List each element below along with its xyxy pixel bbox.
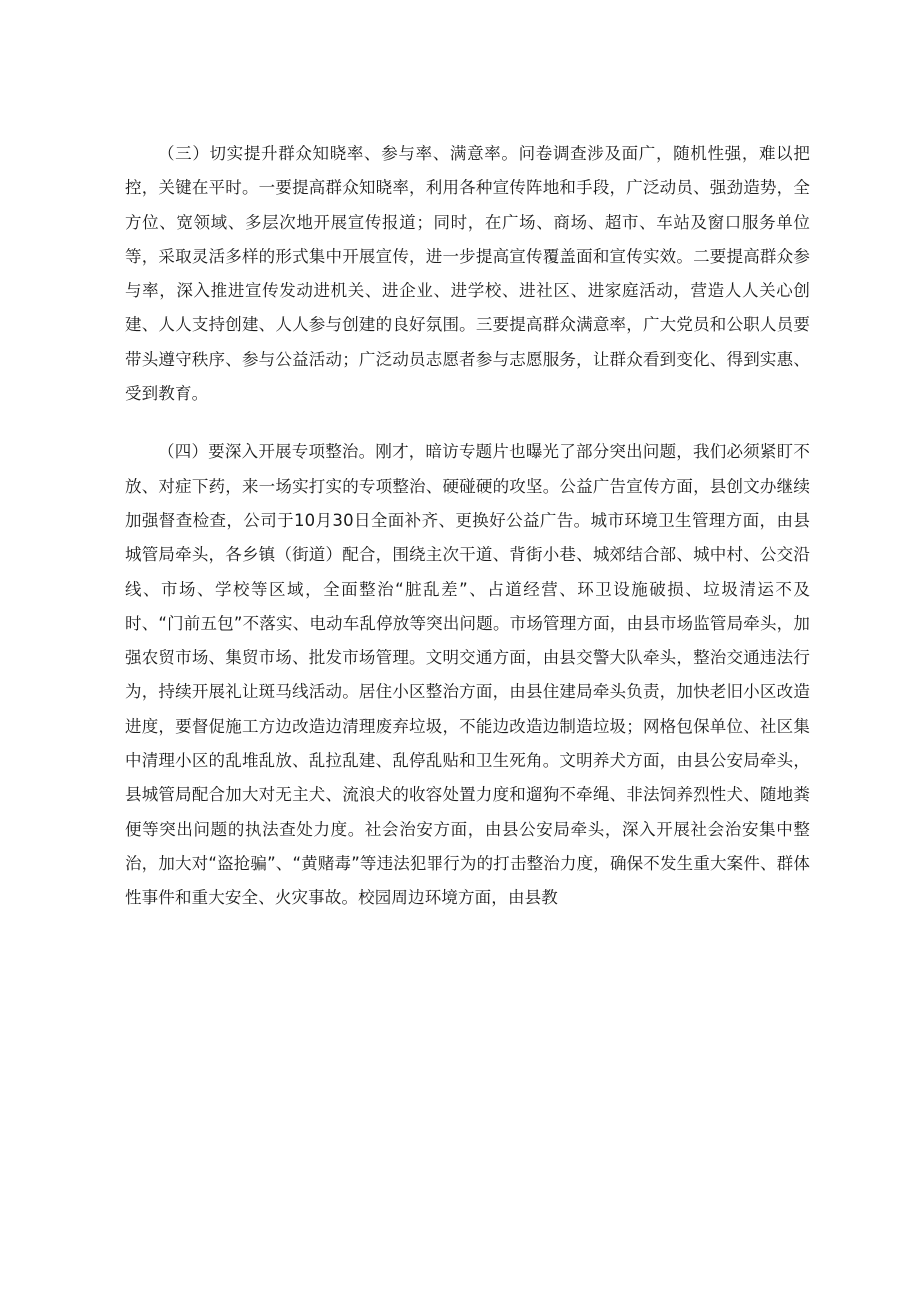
- document-body: [125, 137, 810, 940]
- paragraph-3-public-awareness: （三）切实提升群众知晓率、参与率、满意率。问卷调查涉及面广，随机性强，难以把控，关键在平时。一要提高群众知晓率，利用各种宣传阵地和手段，广泛动员、强劲造势，全方位、宽领域、多层次地开展宣传报道；同时，在广场、商场、超市、车站及窗口服务单位等，采取灵活多样的形式集中开展宣传，进一步提高宣传覆盖面和宣传实效。二要提高群众参与率，深入推进宣传发动进机关、进企业、进学校、进社区、进家庭活动，营造人人关心创建、人人支持创建、人人参与创建的良好氛围。三要提高群众满意率，广大党员和公职人员要带头遵守秩序、参与公益活动；广泛动员志愿者参与志愿服务，让群众看到变化、得到实惠、受到教育。: [125, 144, 810, 404]
- paragraph-4-special-rectification: （四）要深入开展专项整治。刚才，暗访专题片也曝光了部分突出问题，我们必须紧盯不放、对症下药，来一场实打实的专项整治、硬碰硬的攻坚。公益广告宣传方面，县创文办继续加强督查检查，公司于10月30日全面补齐、更换好公益广告。城市环境卫生管理方面，由县城管局牵头，各乡镇（街道）配合，围绕主次干道、背街小巷、城郊结合部、城中村、公交沿线、市场、学校等区域，全面整治“脏乱差”、占道经营、环卫设施破损、垃圾清运不及时、“门前五包”不落实、电动车乱停放等突出问题。市场管理方面，由县市场监管局牵头，加强农贸市场、集贸市场、批发市场管理。文明交通方面，由县交警大队牵头，整治交通违法行为，持续开展礼让斑马线活动。居住小区整治方面，由县住建局牵头负责，加快老旧小区改造进度，要督促施工方边改造边清理废弃垃圾，不能边改造边制造垃圾；网格包保单位、社区集中清理小区的乱堆乱放、乱拉乱建、乱停乱贴和卫生死角。文明养犬方面，由县公安局牵头，县城管局配合加大对无主犬、流浪犬的收容处置力度和遛狗不牵绳、非法饲养烈性犬、随地粪便等突出问题的执法查处力度。社会治安方面，由县公安局牵头，深入开展社会治安集中整治，加大对“盗抢骗”、“黄赌毒”等违法犯罪行为的打击整治力度，确保不发生重大案件、群体性事件和重大安全、火灾事故。校园周边环境方面，由县教: [125, 442, 810, 908]
